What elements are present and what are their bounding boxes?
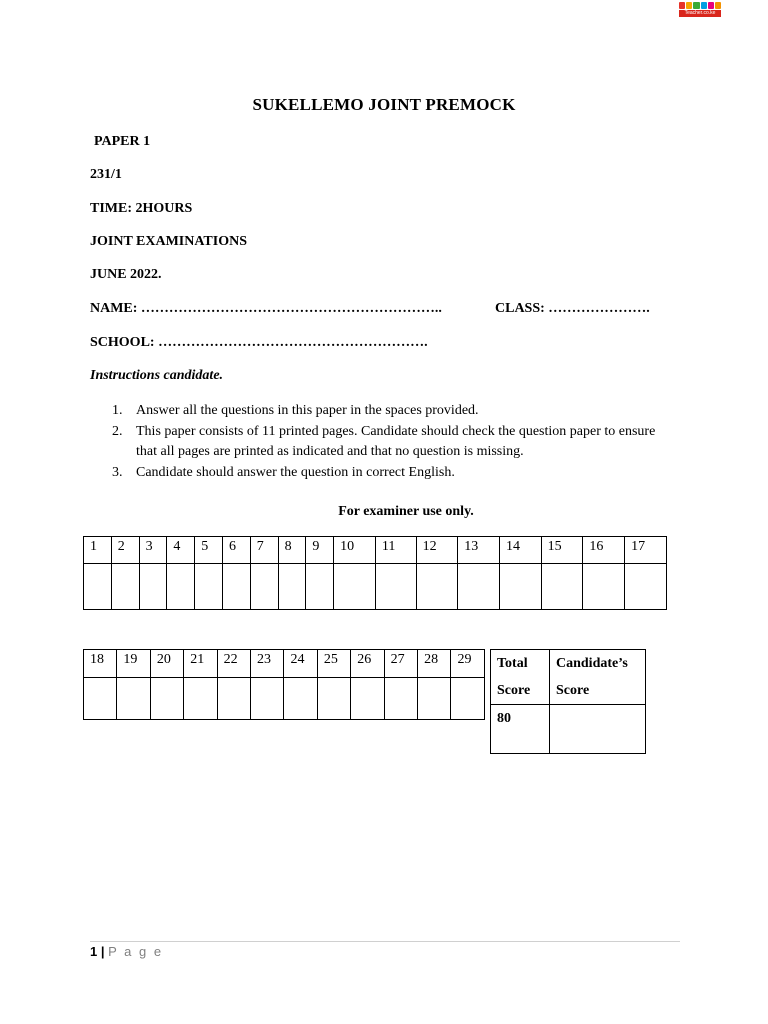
score-entry-cell[interactable] (222, 564, 250, 610)
question-number-cell: 28 (418, 650, 451, 678)
score-entry-cell[interactable] (317, 678, 350, 720)
question-number-cell: 5 (195, 537, 223, 564)
score-entry-cell[interactable] (458, 564, 500, 610)
examiner-heading: For examiner use only. (338, 504, 474, 519)
instruction-number: 2. (112, 423, 123, 439)
score-entry-cell[interactable] (84, 678, 117, 720)
logo-dot (701, 2, 707, 9)
question-number-cell: 8 (278, 537, 306, 564)
exam-date: JUNE 2022. (90, 267, 162, 282)
exam-type: JOINT EXAMINATIONS (90, 234, 248, 249)
question-number-cell: 3 (139, 537, 167, 564)
score-entry-cell[interactable] (150, 678, 183, 720)
instruction-text: Answer all the questions in this paper in the spaces provided. (136, 403, 479, 418)
score-entry-cell[interactable] (351, 678, 384, 720)
instruction-text: This paper consists of 11 printed pages. Candidate should check the question paper to ensure that all pages are printed as indicated and that no question is missing. (136, 423, 656, 459)
instructions-heading: Instructions candidate. (90, 368, 224, 383)
total-score-value: 80 (491, 705, 550, 754)
question-number-cell: 19 (117, 650, 150, 678)
class-field: CLASS: …………………. (495, 301, 650, 316)
instruction-text: Candidate should answer the question in correct English. (136, 464, 455, 480)
score-entry-cell[interactable] (250, 564, 278, 610)
score-entry-cell[interactable] (117, 678, 150, 720)
question-number-cell: 29 (451, 650, 485, 678)
question-number-cell: 4 (167, 537, 195, 564)
question-number-cell: 1 (84, 537, 112, 564)
instruction-number: 3. (112, 464, 123, 480)
question-number-cell: 11 (375, 537, 416, 564)
instruction-item (112, 401, 672, 422)
question-number-cell: 22 (217, 650, 250, 678)
logo-dots (679, 2, 721, 9)
score-entry-cell[interactable] (195, 564, 223, 610)
question-number-cell: 27 (384, 650, 417, 678)
teacher-logo (679, 2, 721, 17)
paper-code: 231/1 (90, 167, 122, 182)
question-number-cell: 14 (499, 537, 541, 564)
page-footer (90, 944, 163, 959)
score-table (490, 649, 646, 754)
instruction-number: 1. (112, 403, 123, 418)
score-entry-cell[interactable] (284, 678, 317, 720)
logo-dot (693, 2, 699, 9)
score-entry-cell[interactable] (541, 564, 583, 610)
question-number-cell: 26 (351, 650, 384, 678)
question-number-cell: 13 (458, 537, 500, 564)
score-entry-cell[interactable] (625, 564, 667, 610)
score-entry-cell[interactable] (84, 564, 112, 610)
logo-text: Teacher.co.ke (679, 10, 721, 17)
score-entry-cell[interactable] (278, 564, 306, 610)
exam-title: SUKELLEMO JOINT PREMOCK (252, 95, 516, 114)
score-entry-cell[interactable] (184, 678, 217, 720)
instruction-item (112, 463, 672, 484)
score-entry-cell[interactable] (251, 678, 284, 720)
score-entry-cell[interactable] (375, 564, 416, 610)
score-entry-cell[interactable] (111, 564, 139, 610)
question-number-cell: 21 (184, 650, 217, 678)
question-number-cell: 16 (583, 537, 625, 564)
instruction-item (112, 422, 672, 463)
score-entry-cell[interactable] (167, 564, 195, 610)
paper-label: PAPER 1 (94, 134, 151, 149)
question-number-cell: 9 (306, 537, 334, 564)
logo-dot (686, 2, 692, 9)
logo-dot (679, 2, 685, 9)
footer-separator: | (100, 944, 105, 959)
question-number-cell: 6 (222, 537, 250, 564)
candidate-score-header: Candidate’s Score (550, 650, 646, 705)
score-entry-cell[interactable] (451, 678, 485, 720)
logo-dot (715, 2, 721, 9)
score-entry-cell[interactable] (418, 678, 451, 720)
logo-dot (708, 2, 714, 9)
total-score-header: Total Score (491, 650, 550, 705)
score-entry-cell[interactable] (139, 564, 167, 610)
question-number-cell: 10 (334, 537, 376, 564)
page-number: 1 (90, 944, 98, 959)
score-entry-cell[interactable] (583, 564, 625, 610)
page-word: P a g e (108, 944, 164, 959)
score-entry-cell[interactable] (384, 678, 417, 720)
question-number-cell: 12 (416, 537, 458, 564)
question-number-cell: 15 (541, 537, 583, 564)
name-field: NAME: ……………………………………………………….. (90, 301, 442, 316)
question-number-cell: 18 (84, 650, 117, 678)
question-number-cell: 17 (625, 537, 667, 564)
time-label: TIME: 2HOURS (90, 201, 193, 216)
question-number-cell: 23 (251, 650, 284, 678)
score-entry-cell[interactable] (416, 564, 458, 610)
score-entry-cell[interactable] (334, 564, 376, 610)
marks-table-2 (83, 649, 485, 720)
question-number-cell: 7 (250, 537, 278, 564)
question-number-cell: 2 (111, 537, 139, 564)
school-field: SCHOOL: …………………………………………………. (90, 335, 428, 350)
score-entry-cell[interactable] (217, 678, 250, 720)
score-entry-cell[interactable] (306, 564, 334, 610)
question-number-cell: 25 (317, 650, 350, 678)
question-number-cell: 20 (150, 650, 183, 678)
candidate-score-value[interactable] (550, 705, 646, 754)
marks-table-1 (83, 536, 667, 610)
footer-divider (90, 941, 680, 942)
score-entry-cell[interactable] (499, 564, 541, 610)
question-number-cell: 24 (284, 650, 317, 678)
instructions-list (112, 401, 672, 483)
